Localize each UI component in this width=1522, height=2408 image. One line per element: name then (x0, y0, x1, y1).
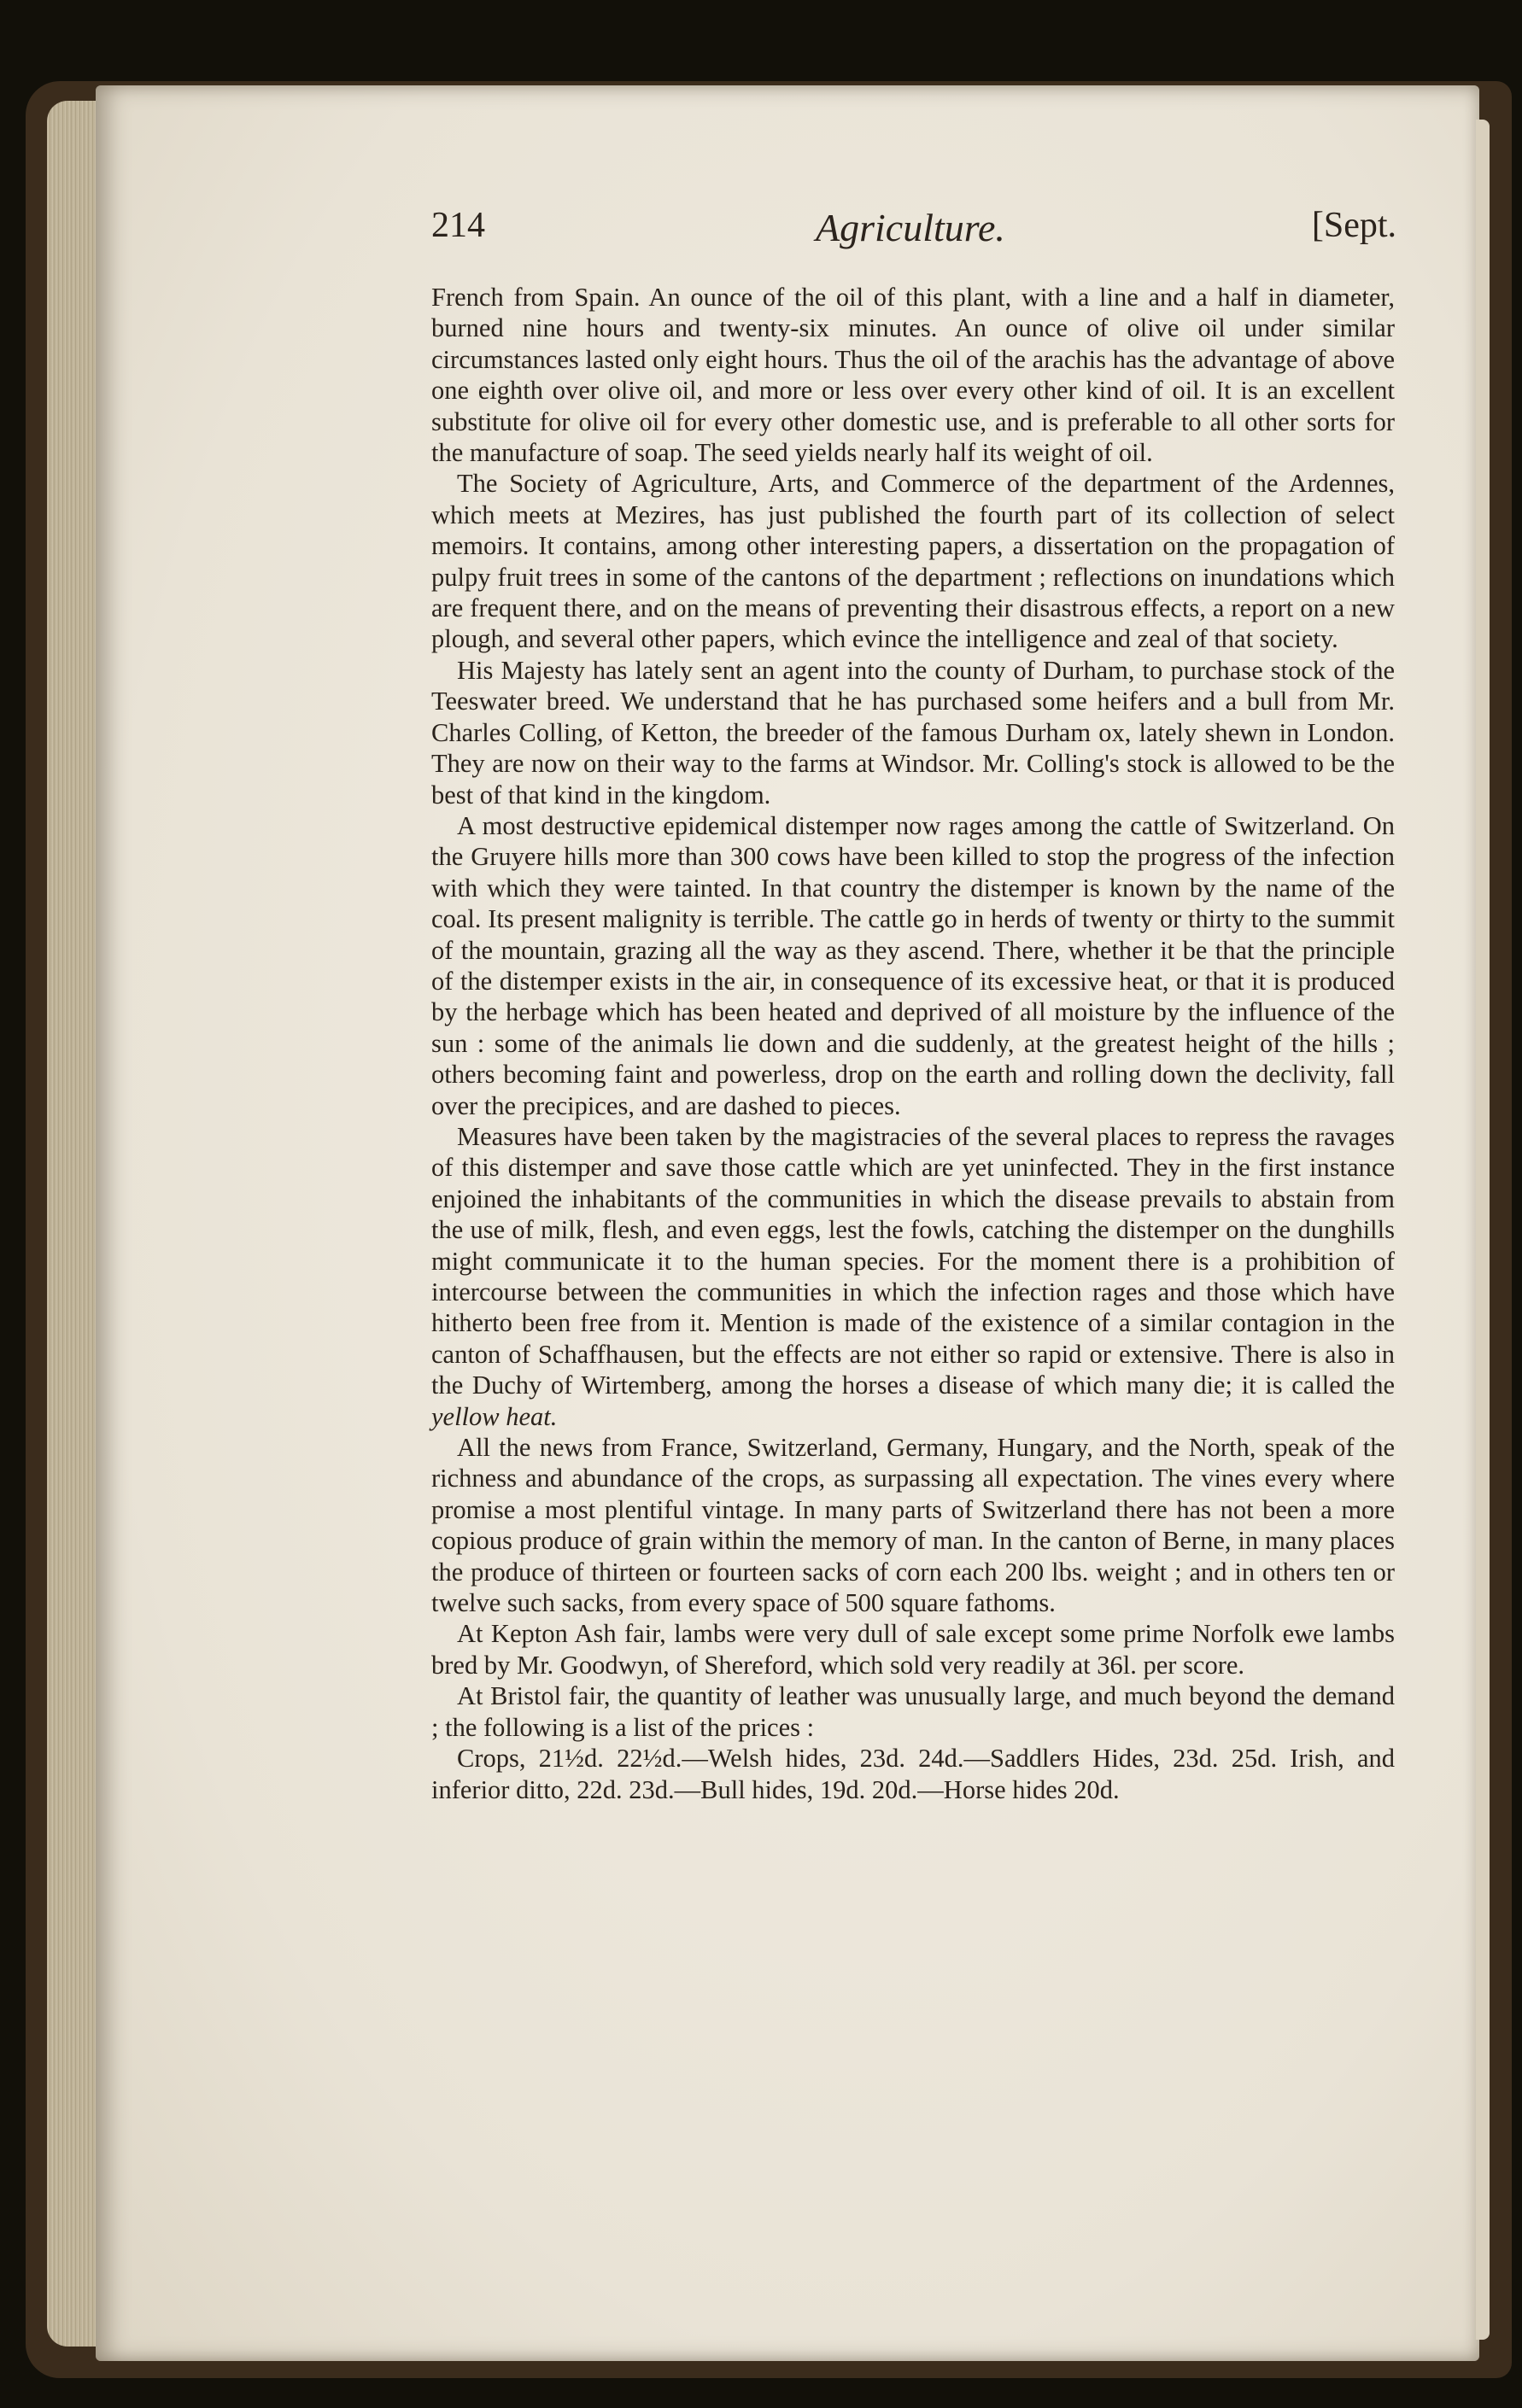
body-text (431, 282, 1395, 1805)
page-number: 214 (431, 206, 485, 245)
running-header (431, 205, 1396, 265)
paragraph-crop-news: All the news from France, Switzerland, Germany, Hungary, and the North, speak of the richness and abundance of the crops, as surpassing all expectation. The vines every where promise a most plentiful vintage. In many parts of Switzerland there has not been a more copious produce of grain within the memory of man. In the canton of Berne, in many places the produce of thirteen or fourteen sacks of corn each 200 lbs. weight ; and in others ten or twelve such sacks, from every space of 500 square fathoms. (431, 1433, 1395, 1618)
page-right-edge (1476, 120, 1490, 2340)
paragraph-ardennes-society: The Society of Agriculture, Arts, and Commerce of the department of the Ardennes, which meets at Mezires, has just published the fourth part of its collection of select memoirs. It contains, among other interesting papers, a dissertation on the propagation of pulpy fruit trees in some of the cantons of the department ; reflections on inundations which are frequent there, and on the means of preventing their disastrous effects, a report on a new plough, and several other papers, which evince the intelligence and zeal of that society. (431, 469, 1395, 654)
running-title: Agriculture. (816, 206, 1005, 249)
paragraph-kepton-ash: At Kepton Ash fair, lambs were very dull of sale except some prime Norfolk ewe lambs bred by Mr. Goodwyn, of Shereford, which sold very readily at 36l. per score. (431, 1619, 1395, 1680)
paragraph-bristol-fair: At Bristol fair, the quantity of leather was unusually large, and much beyond the demand ; the following is a list of the prices : (431, 1681, 1395, 1742)
paragraph-leather-prices: Crops, 21½d. 22½d.—Welsh hides, 23d. 24d.—Saddlers Hides, 23d. 25d. Irish, and inferior ditto, 22d. 23d.—Bull hides, 19d. 20d.—Horse hides 20d. (431, 1744, 1395, 1804)
measures-text: Measures have been taken by the magistracies of the several places to repress the ravages of this distemper and save those cattle which are yet uninfected. They in the first instance enjoined the inhabitants of the communities in which the disease prevails to abstain from the use of milk, flesh, and even eggs, lest the fowls, catching the distemper on the dunghills might communicate it to the human species. For the moment there is a prohibition of intercourse between the communities in which the infection rages and those which have hitherto been free from it. Mention is made of the existence of a similar contagion in the canton of Schaffhausen, but the effects are not either so rapid or extensive. There is also in the Duchy of Wirtemberg, among the horses a disease of which many die; it is called the (431, 1121, 1395, 1400)
paragraph-swiss-distemper: A most destructive epidemical distemper now rages among the cattle of Switzerland. On the Gruyere hills more than 300 cows have been killed to stop the progress of the infection with which they were tainted. In that country the distemper is known by the name of the coal. Its present malignity is terrible. The cattle go in herds of twenty or thirty to the summit of the mountain, grazing all the way as they ascend. There, whether it be that the principle of the distemper exists in the air, in consequence of its excessive heat, or that it is produced by the herbage which has been heated and deprived of all moisture by the influence of the sun : some of the animals lie down and die suddenly, at the greatest height of the hills ; others becoming faint and powerless, drop on the earth and rolling down the declivity, fall over the precipices, and are dashed to pieces. (431, 810, 1395, 1120)
paragraph-measures (431, 1121, 1395, 1432)
running-month: [Sept. (1311, 206, 1396, 245)
paragraph-majesty-durham: His Majesty has lately sent an agent into the county of Durham, to purchase stock of the Teeswater breed. We understand that he has purchased some heifers and a bull from Mr. Charles Colling, of Ketton, the breeder of the famous Durham ox, lately shewn in London. They are now on their way to the farms at Windsor. Mr. Colling's stock is allowed to be the best of that kind in the kingdom. (431, 655, 1395, 809)
paragraph-arachis-oil: French from Spain. An ounce of the oil of this plant, with a line and a half in diameter, burned nine hours and twenty-six minutes. An ounce of olive oil under similar circumstances lasted only eight hours. Thus the oil of the arachis has the advantage of above one eighth over olive oil, and more or less over every other kind of oil. It is an excellent substitute for olive oil for every other domestic use, and is preferable to all other sorts for the manufacture of soap. The seed yields nearly half its weight of oil. (431, 283, 1395, 468)
yellow-heat-phrase: yellow heat. (431, 1401, 558, 1431)
